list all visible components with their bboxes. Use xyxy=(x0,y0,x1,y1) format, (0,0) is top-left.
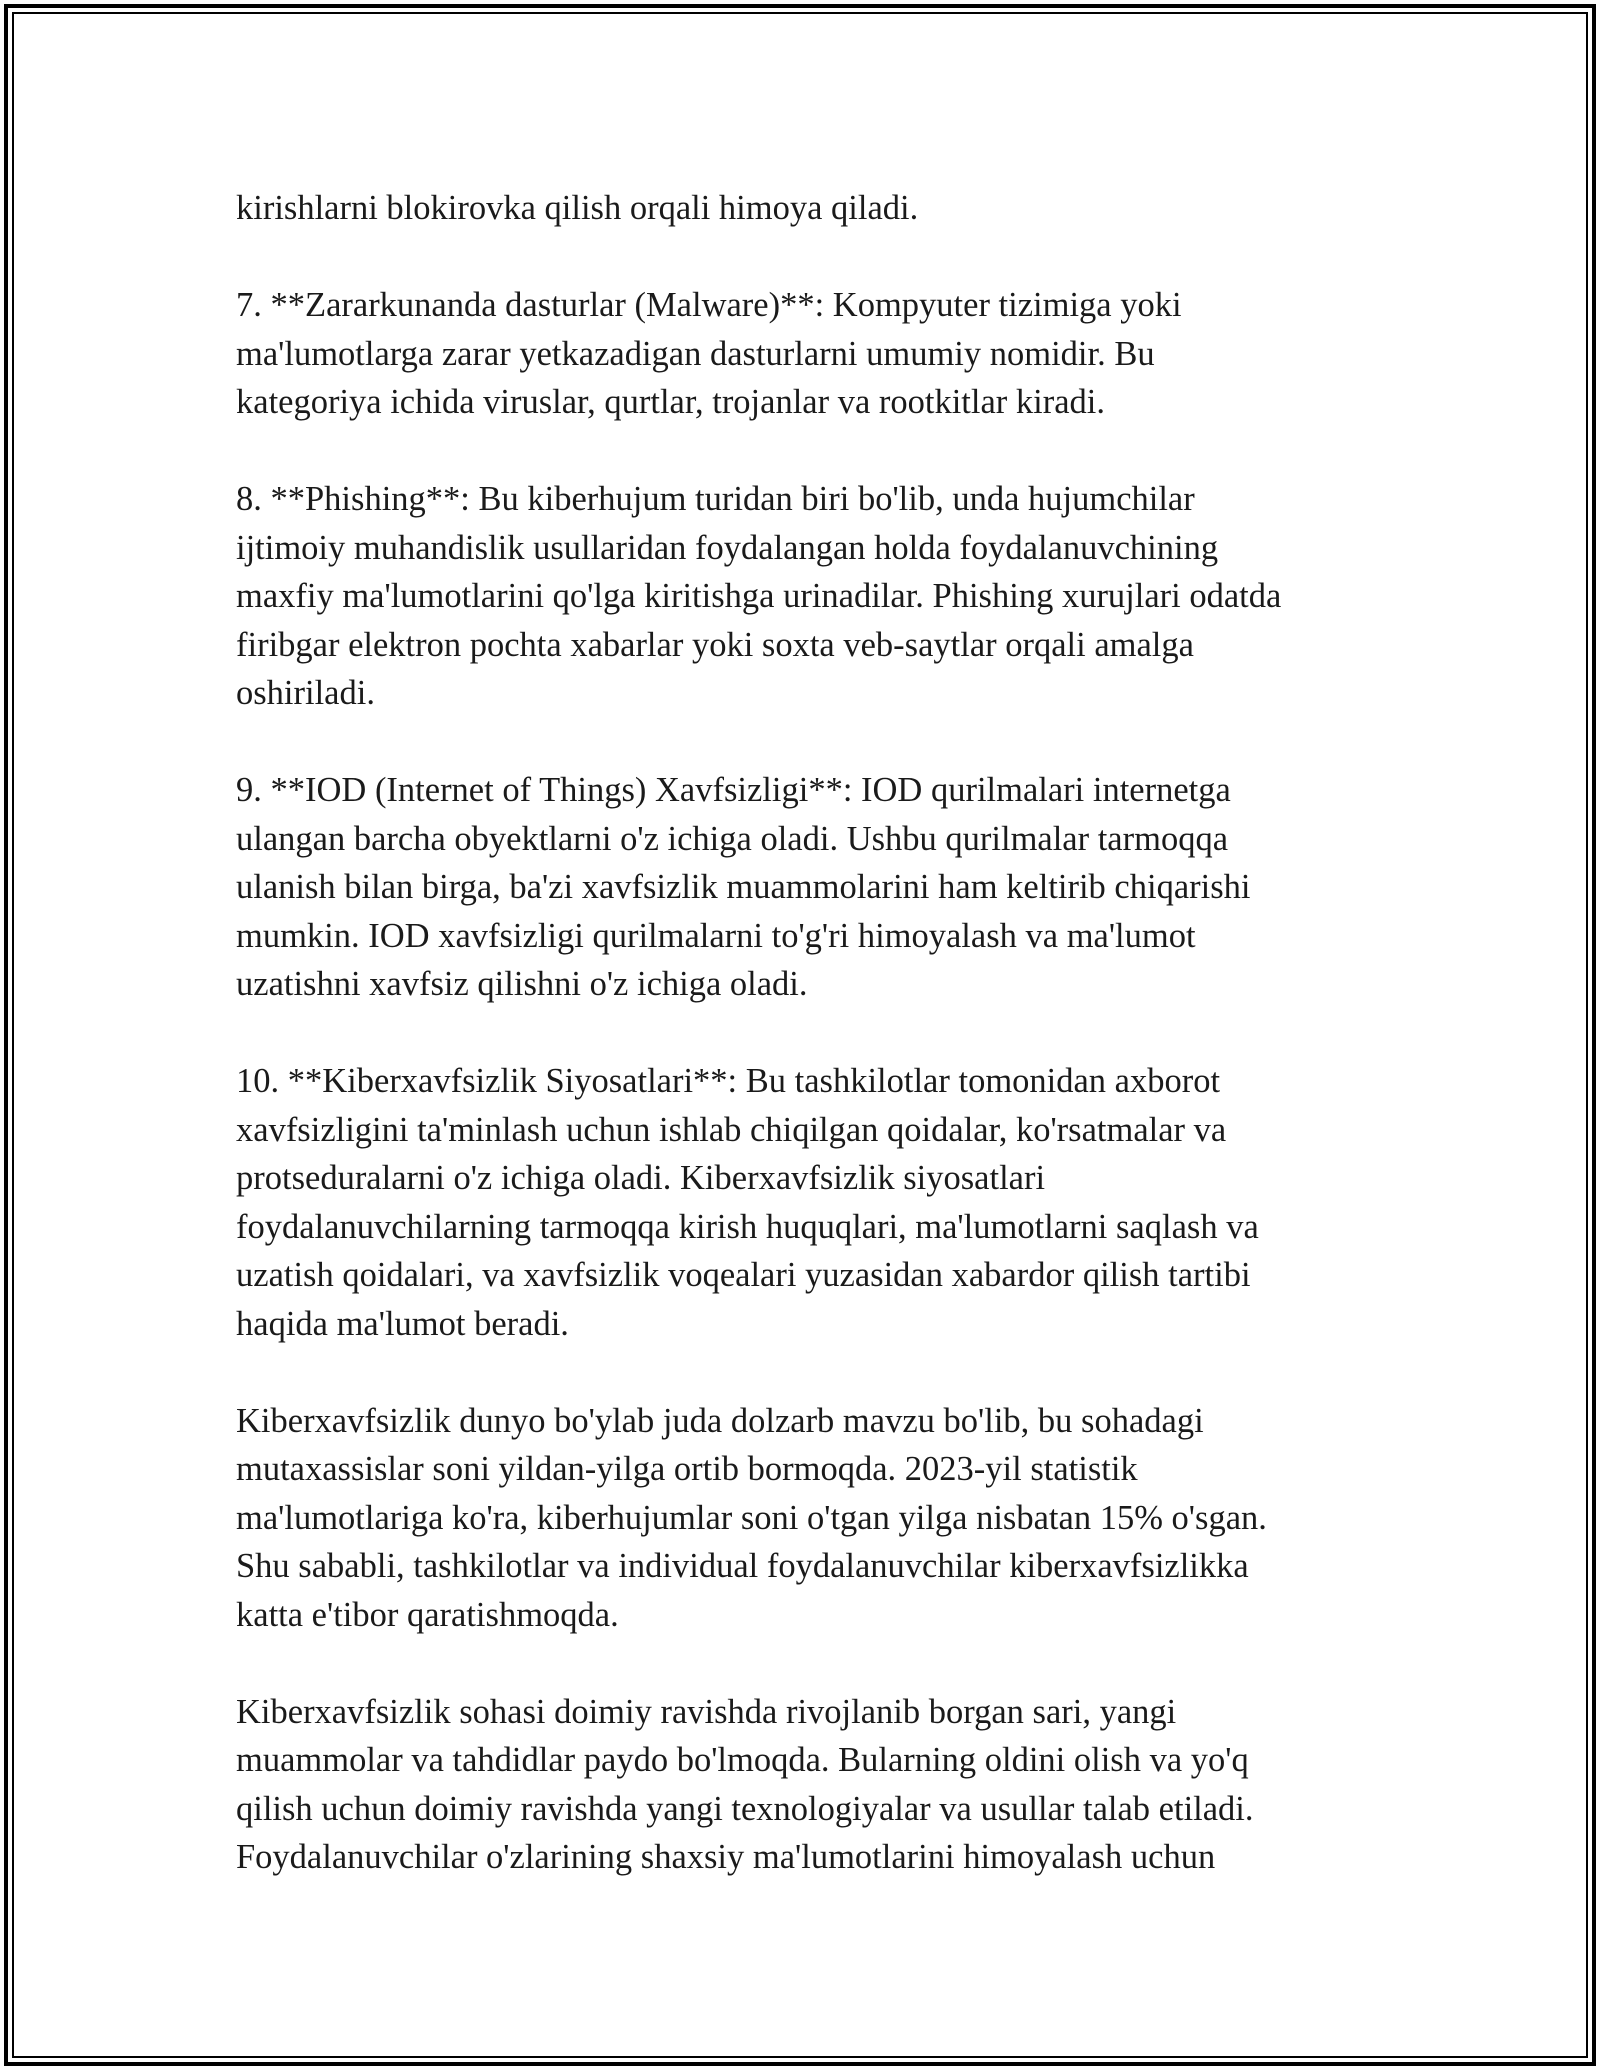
paragraph-item-9-iod-security: 9. **IOD (Internet of Things) Xavfsizligi**: IOD qurilmalari internetga ulangan barcha obyektlarni o'z ichiga oladi. Ushbu qurilmalar tarmoqqa ulanish bilan birga, ba'zi xavfsizlik muammolarini ham keltirib chiqarishi mumkin. IOD xavfsizligi qurilmalarni to'g'ri himoyalash va ma'lumot uzatishni xavfsiz qilishni o'z ichiga oladi. xyxy=(236,771,1251,1003)
paragraph-item-8-phishing: 8. **Phishing**: Bu kiberhujum turidan biri bo'lib, unda hujumchilar ijtimoiy muhandislik usullaridan foydalangan holda foydalanuvchining maxfiy ma'lumotlarini qo'lga kiritishga urinadilar. Phishing xurujlari odatda firibgar elektron pochta xabarlar yoki soxta veb-saytlar orqali amalga oshiriladi. xyxy=(236,480,1282,712)
document-body xyxy=(236,184,1366,1882)
paragraph-item-10-policies: 10. **Kiberxavfsizlik Siyosatlari**: Bu tashkilotlar tomonidan axborot xavfsizligini ta'minlash uchun ishlab chiqilgan qoidalar, ko'rsatmalar va protseduralarni o'z ichiga oladi. Kiberxavfsizlik siyosatlari foydalanuvchilarning tarmoqqa kirish huquqlari, ma'lumotlarni saqlash va uzatish qoidalari, va xavfsizlik voqealari yuzasidan xabardor qilish tartibi haqida ma'lumot beradi. xyxy=(236,1062,1259,1343)
paragraph-item-7-malware: 7. **Zararkunanda dasturlar (Malware)**: Kompyuter tizimiga yoki ma'lumotlarga zarar yetkazadigan dasturlarni umumiy nomidir. Bu kategoriya ichida viruslar, qurtlar, trojanlar va rootkitlar kiradi. xyxy=(236,286,1182,421)
paragraph-conclusion: Kiberxavfsizlik sohasi doimiy ravishda rivojlanib borgan sari, yangi muammolar va tahdidlar paydo bo'lmoqda. Bularning oldini olish va yo'q qilish uchun doimiy ravishda yangi texnologiyalar va usullar talab etiladi. Foydalanuvchilar o'zlarining shaxsiy ma'lumotlarini himoyalash uchun xyxy=(236,1692,1254,1876)
paragraph-statistics: Kiberxavfsizlik dunyo bo'ylab juda dolzarb mavzu bo'lib, bu sohadagi mutaxassislar soni yildan-yilga ortib bormoqda. 2023-yil statistik ma'lumotlariga ko'ra, kiberhujumlar soni o'tgan yilga nisbatan 15% o'sgan. Shu sababli, tashkilotlar va individual foydalanuvchilar kiberxavfsizlikka katta e'tibor qaratishmoqda. xyxy=(236,1401,1267,1634)
paragraph-continuation: kirishlarni blokirovka qilish orqali himoya qiladi. xyxy=(236,189,919,227)
